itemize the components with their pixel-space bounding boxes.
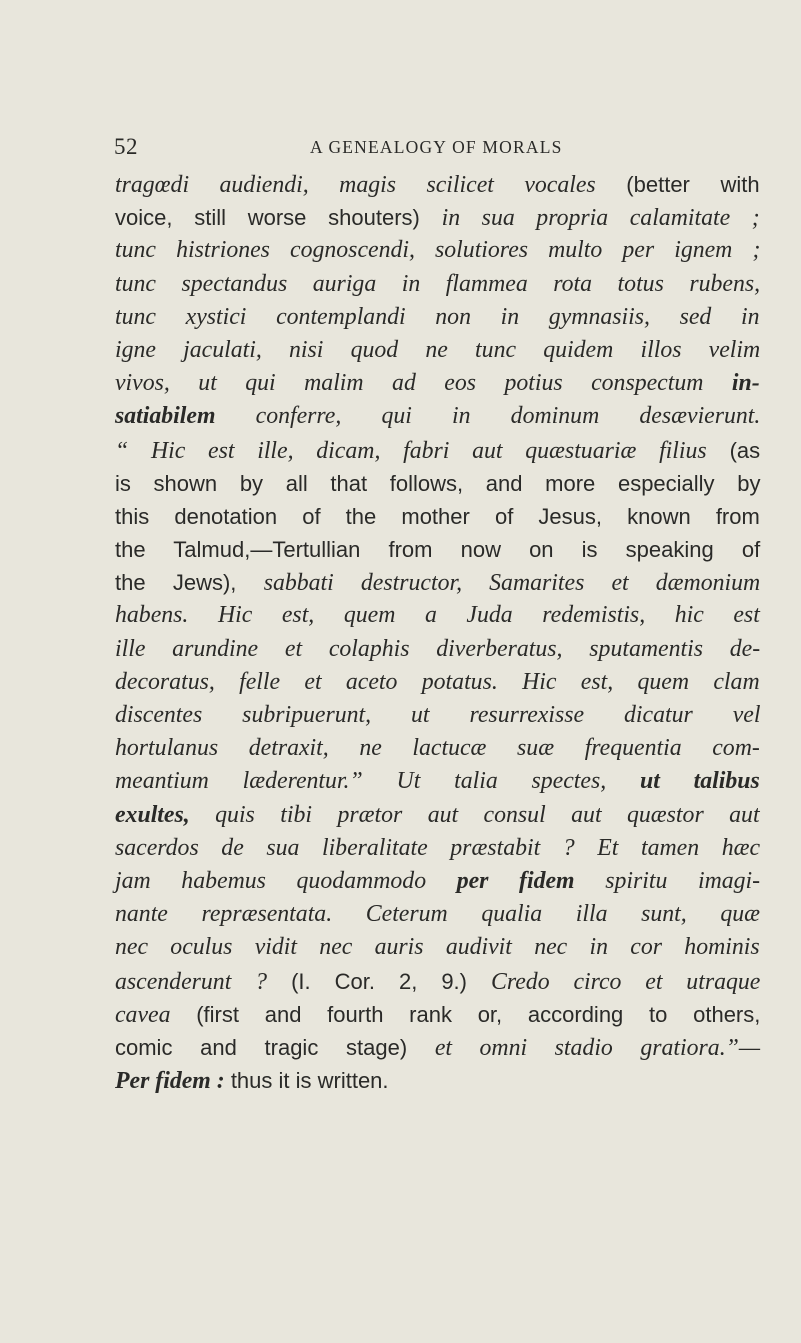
text-segment: et omni stadio gratiora.”— [434, 1034, 761, 1061]
text-segment: exultes, [115, 801, 190, 828]
page-header [114, 134, 754, 164]
text-segment: Per fidem : [115, 1068, 225, 1095]
text-segment: nante repræsentata. Ceterum qualia illa sunt, quæ [115, 901, 761, 928]
text-segment: decoratus, felle et aceto potatus. Hic est, quem clam [115, 668, 760, 695]
text-segment: tunc histriones cognoscendi, solutiores multo per ignem ; [115, 237, 761, 264]
text-segment: jam habemus quodammodo [115, 867, 457, 894]
text-line [115, 1064, 760, 1097]
text-line [115, 931, 760, 964]
text-line [115, 434, 760, 467]
text-segment: ille arundine et colaphis diverberatus, sputamentis de- [115, 635, 761, 662]
text-line [115, 301, 760, 334]
text-line [115, 865, 760, 898]
text-segment: thus it is written. [224, 1068, 389, 1094]
page-number: 52 [114, 134, 138, 159]
text-segment: nec oculus vidit nec auris audivit nec in cor hominis [115, 934, 760, 961]
text-segment: (better with [595, 172, 760, 197]
text-segment: discentes subripuerunt, ut resurrexisse dicatur vel [115, 702, 761, 728]
text-segment: tunc xystici contemplandi non in gymnasiis, sed in [115, 303, 760, 330]
text-segment: the Jews), [115, 570, 264, 596]
text-segment: igne jaculati, nisi quod ne tunc quidem illos velim [115, 336, 761, 363]
text-line [115, 566, 760, 599]
text-line [115, 998, 760, 1031]
text-line [115, 334, 760, 367]
text-segment: habens. Hic est, quem a Juda redemistis, hic est [115, 602, 760, 629]
text-segment: in- [731, 370, 760, 397]
text-segment: is shown by all that follows, and more especially by [115, 470, 761, 496]
text-segment: tragœdi audiendi, magis scilicet vocales [115, 172, 596, 198]
text-segment: (as [706, 437, 761, 463]
text-line [115, 898, 760, 931]
text-line [115, 832, 760, 865]
text-segment: per fidem [456, 867, 575, 894]
text-segment: (first and fourth rank or, according to others, [170, 1001, 761, 1027]
text-segment: (I. Cor. 2, 9.) [267, 968, 491, 994]
text-segment: voice, still worse shouters) [115, 205, 442, 231]
text-line [115, 765, 760, 798]
text-segment: meantium læderentur.” Ut talia spectes, [115, 768, 640, 795]
running-head: A GENEALOGY OF MORALS [310, 137, 563, 157]
text-line [115, 367, 760, 400]
text-segment: vivos, ut qui malim ad eos potius conspectum [115, 370, 732, 397]
text-segment: ascenderunt ? [115, 968, 268, 995]
text-line [115, 500, 760, 533]
text-line [115, 666, 760, 699]
text-segment: sacerdos de sua liberalitate præstabit ? Et tamen hæc [115, 834, 761, 861]
text-line [115, 965, 760, 998]
text-segment: conferre, qui in dominum desævierunt. [215, 403, 761, 430]
text-line [115, 799, 760, 832]
text-line [115, 467, 760, 500]
text-segment: sabbati destructor, Samarites et dæmonium [263, 570, 761, 597]
text-line [115, 201, 760, 234]
text-segment: comic and tragic stage) [115, 1034, 435, 1060]
text-line [115, 400, 760, 433]
text-line [115, 234, 760, 267]
text-segment: in sua propria calamitate ; [441, 205, 760, 232]
text-line [115, 1031, 760, 1064]
text-segment: this denotation of the mother of Jesus, known from [115, 503, 760, 529]
text-line [115, 633, 760, 666]
body-text [115, 168, 760, 1097]
text-segment: satiabilem [115, 403, 216, 430]
text-line [115, 732, 760, 765]
text-line [115, 699, 760, 732]
text-segment: hortulanus detraxit, ne lactucæ suæ frequentia com- [115, 735, 760, 762]
text-line [115, 168, 760, 201]
text-line [115, 533, 760, 566]
text-line [115, 268, 760, 301]
text-segment: tunc spectandus auriga in flammea rota totus rubens, [115, 270, 761, 297]
text-segment: ut talibus [639, 768, 760, 795]
text-line [115, 599, 760, 632]
text-segment: Credo circo et utraque [491, 968, 761, 995]
text-segment: spiritu imagi- [574, 867, 761, 894]
text-segment: the Talmud,—Tertullian from now on is speaking of [115, 537, 761, 563]
text-segment: cavea [115, 1001, 171, 1028]
text-segment: “ Hic est ille, dicam, fabri aut quæstuariæ filius [115, 437, 707, 464]
text-segment: quis tibi prætor aut consul aut quæstor aut [189, 801, 760, 828]
